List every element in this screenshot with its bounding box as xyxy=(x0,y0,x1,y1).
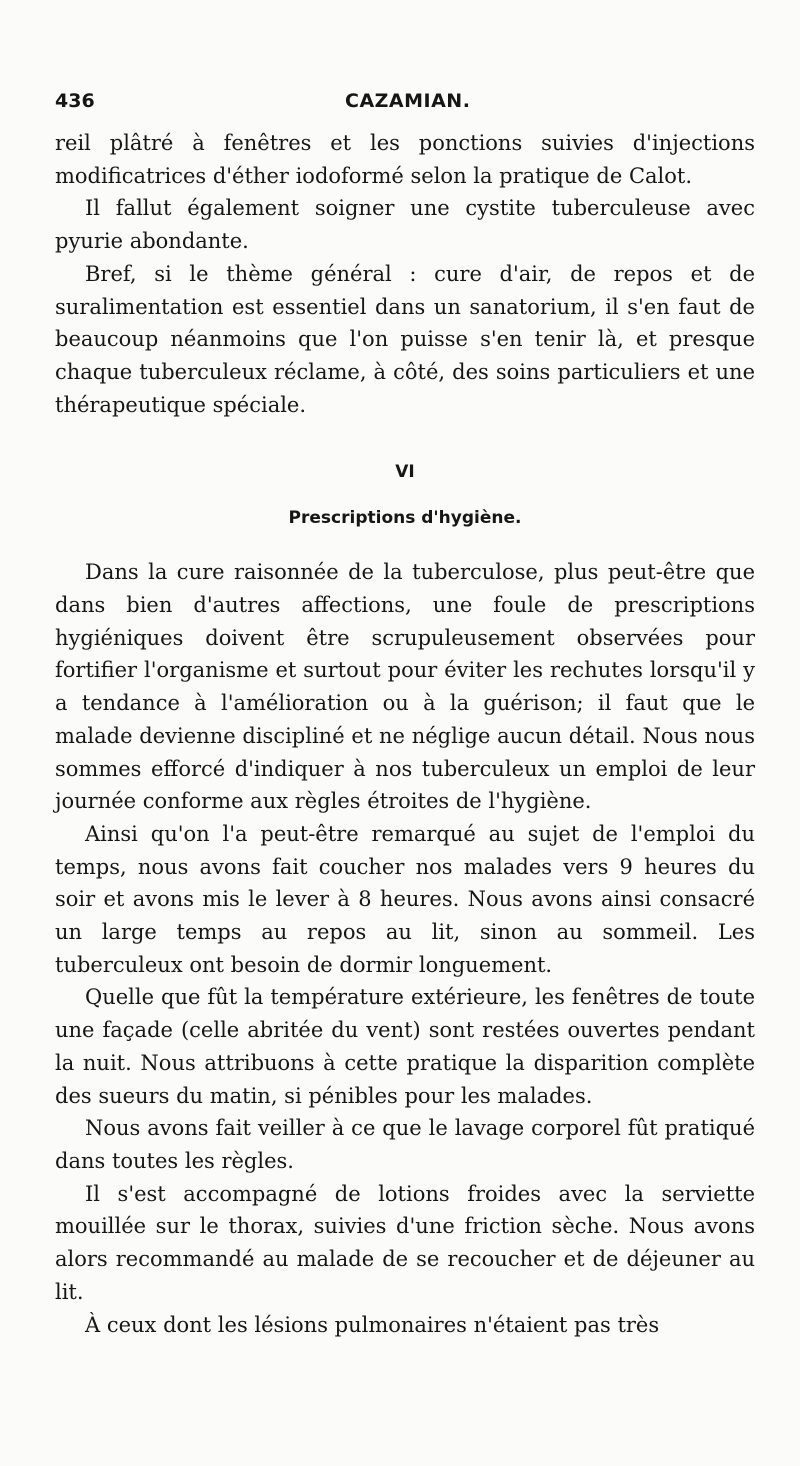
paragraph: Il fallut également soigner une cystite tuberculeuse avec pyurie abondante. xyxy=(55,196,755,254)
body-text xyxy=(55,127,755,1341)
paragraph: reil plâtré à fenêtres et les ponctions suivies d'injections modificatrices d'éther iodoformé selon la pratique de Calot. xyxy=(55,131,755,188)
paragraph: Ainsi qu'on l'a peut-être remarqué au sujet de l'emploi du temps, nous avons fait coucher nos malades vers 9 heures du soir et avons mis le lever à 8 heures. Nous avons ainsi consacré un large temps au repos au lit, sinon au sommeil. Les tuberculeux ont besoin de dormir longuement. xyxy=(55,821,755,977)
paragraph: À ceux dont les lésions pulmonaires n'étaient pas très xyxy=(85,1312,660,1337)
paragraph: Quelle que fût la température extérieure, les fenêtres de toute une façade (celle abritée du vent) sont restées ouvertes pendant la nuit. Nous attribuons à cette pratique la disparition complète des sueurs du matin, si pénibles pour les malades. xyxy=(55,985,755,1108)
paragraph: Il s'est accompagné de lotions froides avec la serviette mouillée sur le thorax, suivies d'une friction sèche. Nous avons alors recommandé au malade de se recoucher et de déjeuner au lit. xyxy=(55,1181,755,1304)
running-head xyxy=(55,90,755,120)
page-number: 436 xyxy=(55,90,95,112)
section-title: Prescriptions d'hygiène. xyxy=(288,508,522,529)
paragraph: Bref, si le thème général : cure d'air, de repos et de suralimentation est essentiel dans un sanatorium, il s'en faut de beaucoup néanmoins que l'on puisse s'en tenir là, et presque chaque tuberculeux réclame, à côté, des soins particuliers et une thérapeutique spéciale. xyxy=(55,261,755,417)
paragraph: Dans la cure raisonnée de la tuberculose, plus peut-être que dans bien d'autres affections, une foule de prescriptions hygiéniques doivent être scrupuleusement observées pour fortifier l'organisme et surtout pour éviter les rechutes lorsqu'il y a tendance à l'amélioration ou à la guérison; il faut que le malade devienne discipliné et ne néglige aucun détail. Nous nous sommes efforcé d'indiquer à nos tuberculeux un emploi de leur journée conforme aux règles étroites de l'hygiène. xyxy=(55,560,755,814)
section-number: VI xyxy=(395,462,415,483)
running-title: CAZAMIAN. xyxy=(345,90,471,112)
paragraph: Nous avons fait veiller à ce que le lavage corporel fût pratiqué dans toutes les règles. xyxy=(55,1116,755,1173)
